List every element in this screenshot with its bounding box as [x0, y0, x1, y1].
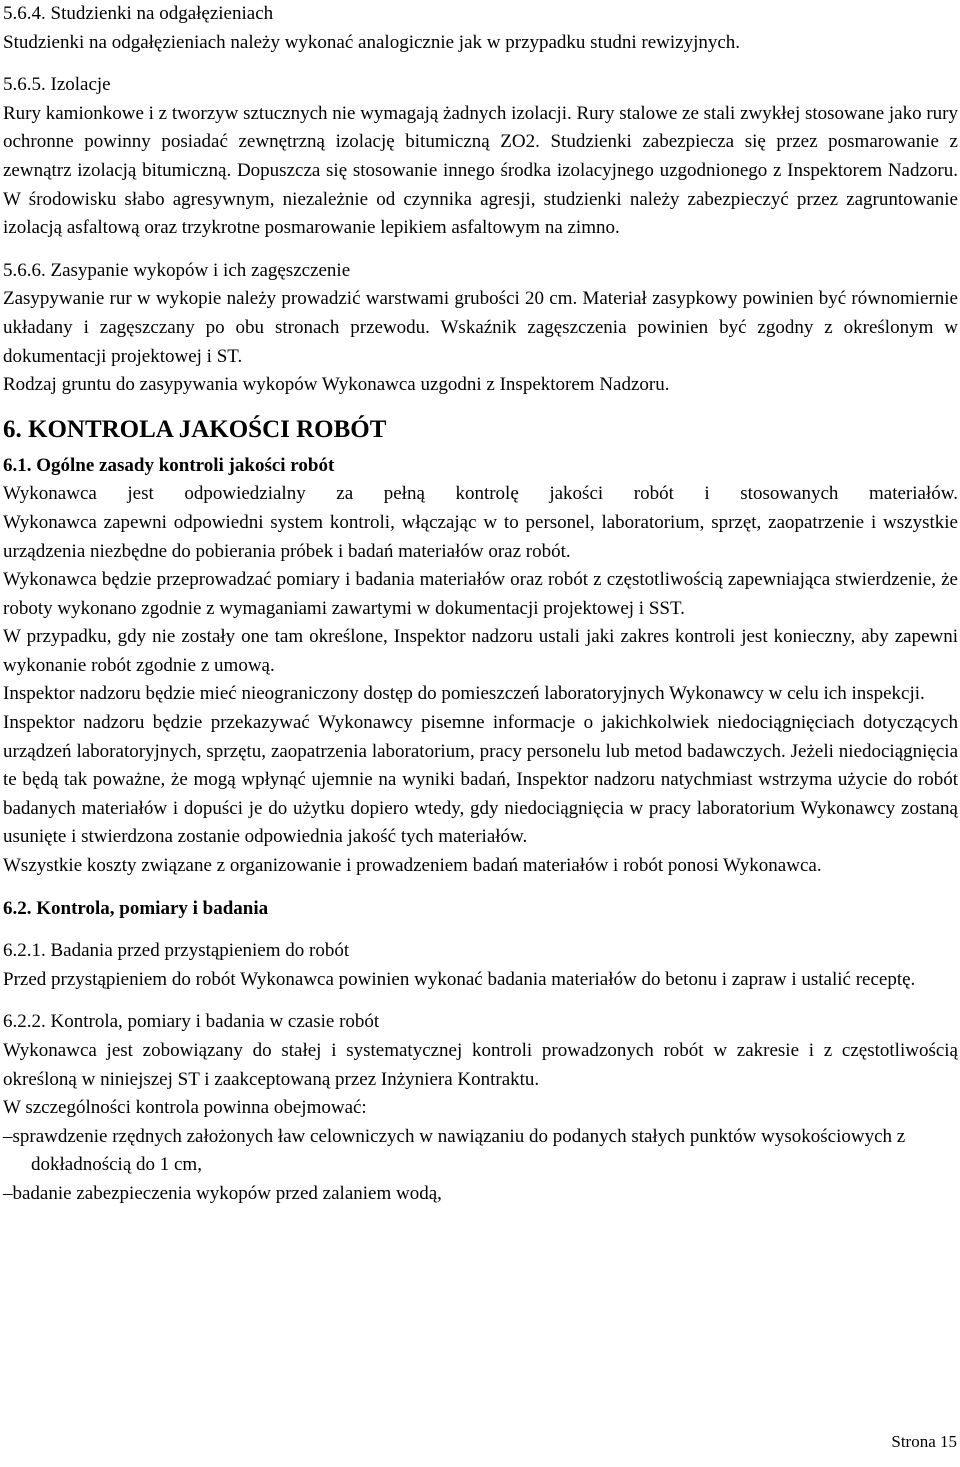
section-number: 5.6.5. — [3, 74, 46, 96]
section-number: 6.2.2. — [3, 1011, 46, 1033]
section-title: Izolacje — [50, 74, 111, 96]
section-heading-6-1 — [3, 452, 958, 481]
section-heading-5-6-5 — [3, 71, 958, 100]
paragraph: W przypadku, gdy nie zostały one tam określone, Inspektor nadzoru ustali jaki zakres kontroli jest konieczny, aby zapewni wykonanie robót zgodnie z umową. — [3, 626, 958, 676]
list-item — [3, 1180, 958, 1209]
paragraph: Wszystkie koszty związane z organizowanie i prowadzeniem badań materiałów i robót ponosi Wykonawca. — [3, 855, 822, 877]
chapter-heading: 6. KONTROLA JAKOŚCI ROBÓT — [3, 415, 387, 443]
dash-bullet: – — [3, 1182, 13, 1204]
section-heading-6-2: 6.2. Kontrola, pomiary i badania — [3, 897, 269, 919]
paragraph: Inspektor nadzoru będzie mieć nieograniczony dostęp do pomieszczeń laboratoryjnych Wykonawcy w celu ich inspekcji. — [3, 683, 925, 705]
list-item-text: badanie zabezpieczenia wykopów przed zalaniem wodą, — [12, 1182, 442, 1204]
page-number: Strona 15 — [891, 1432, 957, 1451]
section-number: 6.1. — [3, 454, 32, 476]
section-title: Kontrola, pomiary i badania w czasie robót — [50, 1011, 380, 1033]
paragraph: Inspektor nadzoru będzie przekazywać Wykonawcy pisemne informacje o jakichkolwiek niedociągnięciach dotyczących urządzeń laboratoryjnych, sprzętu, zaopatrzenia laboratorium, pracy personelu lub metod badawczych. Jeżeli niedociągnięcia te będą tak poważne, że mogą wpłynąć ujemnie na wyniki badań, Inspektor nadzoru natychmiast wstrzyma użycie do robót badanych materiałów i dopuści je do użytku dopiero wtedy, gdy niedociągnięcia w pracy laboratorium Wykonawcy zostaną usunięte i stwierdzona zostanie odpowiednia jakość tych materiałów. — [3, 712, 958, 848]
paragraph: Wykonawca jest odpowiedzialny za pełną kontrolę jakości robót i stosowanych materiałów. — [3, 483, 958, 505]
section-heading-6-2-1 — [3, 937, 958, 966]
paragraph: W szczególności kontrola powinna obejmować: — [3, 1097, 367, 1119]
section-number: 6.2.1. — [3, 940, 46, 962]
section-title: Ogólne zasady kontroli jakości robót — [36, 454, 335, 476]
paragraph: Studzienki na odgałęzieniach należy wykonać analogicznie jak w przypadku studni rewizyjnych. — [3, 31, 741, 53]
section-number: 5.6.4. — [3, 3, 46, 24]
paragraph: Wykonawca zapewni odpowiedni system kontroli, włączając w to personel, laboratorium, sprzęt, zaopatrzenie i wszystkie urządzenia niezbędne do pobierania próbek i badań materiałów oraz robót. — [3, 511, 958, 562]
paragraph: Zasypywanie rur w wykopie należy prowadzić warstwami grubości 20 cm. Materiał zasypkowy powinien być równomiernie układany i zagęszczany po obu stronach przewodu. Wskaźnik zagęszczenia powinien być zgodny z określonym w dokumentacji projektowej i ST. — [3, 288, 958, 367]
paragraph: Rury kamionkowe i z tworzyw sztucznych nie wymagają żadnych izolacji. Rury stalowe ze stali zwykłej stosowane jako rury ochronne powinny posiadać zewnętrzną izolację bitumiczną ZO2. Studzienki zabezpiecza się przez posmarowanie z zewnątrz izolacją bitumiczną. Dopuszcza się stosowanie innego środka izolacyjnego uzgodnionego z Inspektorem Nadzoru. W środowisku słabo agresywnym, niezależnie od czynnika agresji, studzienki należy zabezpieczyć przez zagruntowanie izolacją asfaltową oraz trzykrotne posmarowanie lepikiem asfaltowym na zimno. — [3, 102, 958, 239]
list-item — [3, 1123, 958, 1180]
section-title: Badania przed przystąpieniem do robót — [50, 940, 350, 962]
section-title: Studzienki na odgałęzieniach — [50, 3, 274, 24]
section-heading-5-6-4 — [3, 0, 958, 29]
section-heading-5-6-6 — [3, 257, 958, 286]
document-page — [3, 0, 958, 1209]
section-heading-6-2-2 — [3, 1008, 958, 1037]
paragraph: Wykonawca będzie przeprowadzać pomiary i badania materiałów oraz robót z częstotliwością zapewniająca stwierdzenie, że roboty wykonano zgodnie z wymaganiami zawartymi w dokumentacji projektowej i SST. — [3, 569, 958, 619]
paragraph: Przed przystąpieniem do robót Wykonawca powinien wykonać badania materiałów do betonu i zapraw i ustalić receptę. — [3, 968, 916, 990]
paragraph: Wykonawca jest zobowiązany do stałej i systematycznej kontroli prowadzonych robót w zakresie i z częstotliwością określoną w niniejszej ST i zaakceptowaną przez Inżyniera Kontraktu. — [3, 1040, 958, 1090]
section-number: 5.6.6. — [3, 259, 46, 281]
list-item-text: sprawdzenie rzędnych założonych ław celowniczych w nawiązaniu do podanych stałych punktów wysokościowych z dokładnością do 1 cm, — [12, 1125, 906, 1176]
dash-bullet: – — [3, 1125, 13, 1147]
paragraph: Rodzaj gruntu do zasypywania wykopów Wykonawca uzgodni z Inspektorem Nadzoru. — [3, 374, 670, 396]
section-title: Zasypanie wykopów i ich zagęszczenie — [50, 259, 351, 281]
